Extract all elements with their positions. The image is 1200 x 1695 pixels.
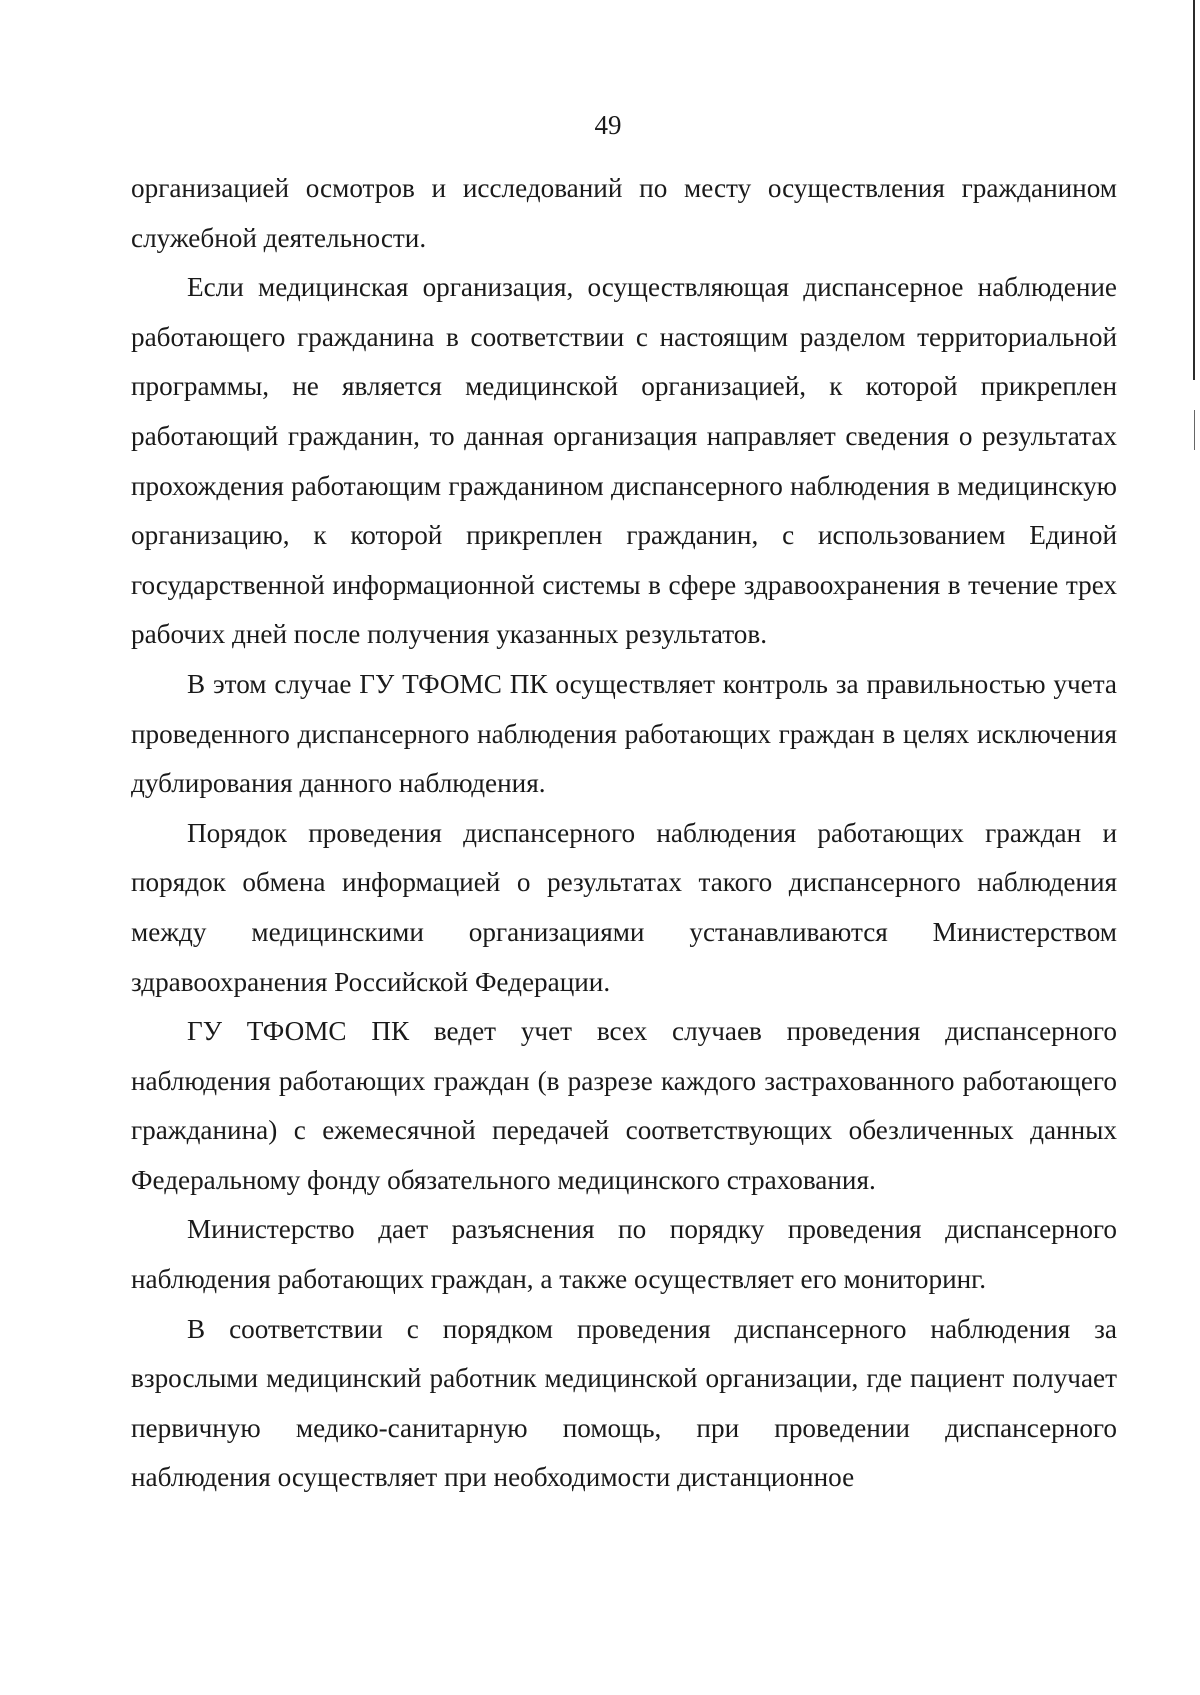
page-number: 49 xyxy=(594,110,622,140)
paragraph: В этом случае ГУ ТФОМС ПК осуществляет контроль за правильностью учета проведенного диспансерного наблюдения работающих граждан в целях исключения дублирования данного наблюдения. xyxy=(131,668,1117,799)
paragraph: ГУ ТФОМС ПК ведет учет всех случаев проведения диспансерного наблюдения работающих граждан (в разрезе каждого застрахованного работающего гражданина) с ежемесячной передачей соответствующих обезличенных данных Федеральному фонду обязательного медицинского страхования. xyxy=(131,1016,1117,1195)
scan-edge-line xyxy=(1193,0,1195,380)
paragraph-continuation: организацией осмотров и исследований по месту осуществления гражданином служебной деятельности. xyxy=(131,173,1117,253)
paragraph: Если медицинская организация, осуществляющая диспансерное наблюдение работающего гражданина в соответствии с настоящим разделом территориальной программы, не является медицинской организацией, к которой прикреплен работающий гражданин, то данная организация направляет сведения о результатах прохождения работающим гражданином диспансерного наблюдения в медицинскую организацию, к которой прикреплен гражданин, с использованием Единой государственной информационной системы в сфере здравоохранения в течение трех рабочих дней после получения указанных результатов. xyxy=(131,272,1117,650)
document-body xyxy=(131,164,1117,1503)
scan-edge-mark xyxy=(1194,410,1195,450)
paragraph: Министерство дает разъяснения по порядку проведения диспансерного наблюдения работающих граждан, а также осуществляет его мониторинг. xyxy=(131,1214,1117,1295)
paragraph: Порядок проведения диспансерного наблюдения работающих граждан и порядок обмена информацией о результатах такого диспансерного наблюдения между медицинскими организациями устанавливаются Министерством здравоохранения Российской Федерации. xyxy=(131,817,1117,997)
paragraph-truncated: В соответствии с порядком проведения диспансерного наблюдения за взрослыми медицинский работник медицинской организации, где пациент получает первичную медико-санитарную помощь, при проведении диспансерного наблюдения осуществляет при необходимости дистанционное xyxy=(131,1313,1117,1493)
